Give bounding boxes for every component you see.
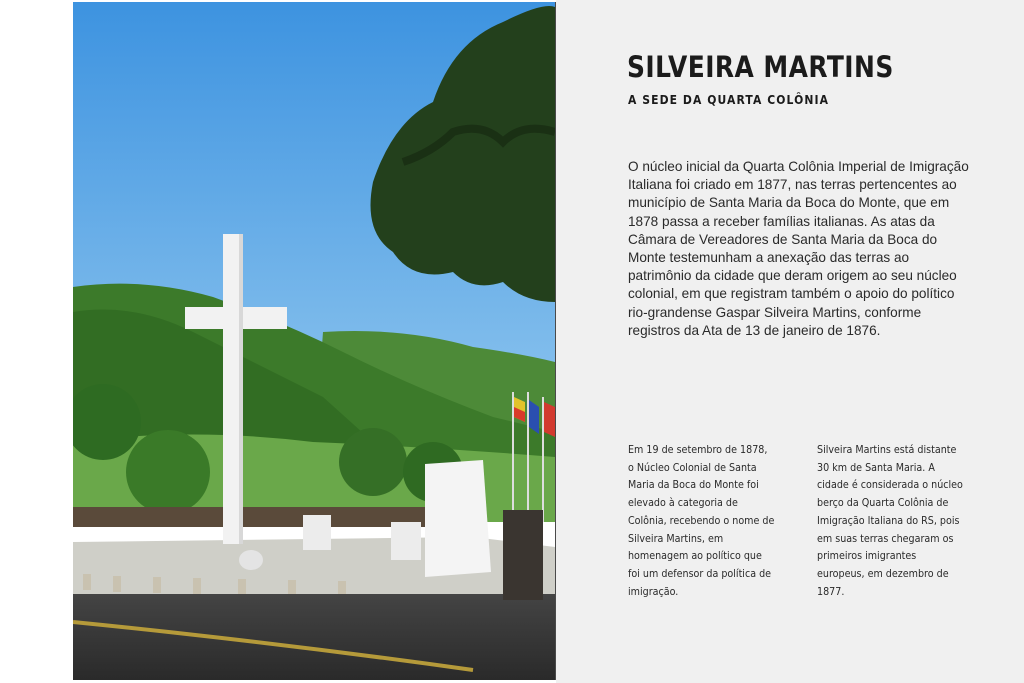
page-subtitle: A SEDE DA QUARTA COLÔNIA	[628, 93, 830, 107]
left-column-paragraph: Em 19 de setembro de 1878, o Núcleo Colonial de Santa Maria da Boca do Monte foi elevado à categoria de Colônia, recebendo o nome de Silveira Martins, em homenagem ao político que foi um defensor da política de imigração.	[628, 444, 775, 598]
cross-monument-photo	[73, 2, 556, 680]
page-title: SILVEIRA MARTINS	[627, 50, 894, 84]
right-column-paragraph: Silveira Martins está distante 30 km de Santa Maria. A cidade é considerada o núcleo berço da Quarta Colônia de Imigração Italiana do RS, pois em suas terras chegaram os primeiros imigrantes europeus, em dezembro de 1877.	[817, 444, 963, 598]
intro-paragraph: O núcleo inicial da Quarta Colônia Imperial de Imigração Italiana foi criado em 1877, nas terras pertencentes ao município de Santa Maria da Boca do Monte, que em 1878 passa a receber famílias italianas. As atas da Câmara de Vereadores de Santa Maria da Boca do Monte testemunham a anexação das terras ao patrimônio da cidade que deram origem ao seu núcleo colonial, em que registram também o apoio do político rio-grandense Gaspar Silveira Martins, conforme registros da Ata de 13 de janeiro de 1876.	[628, 159, 969, 338]
